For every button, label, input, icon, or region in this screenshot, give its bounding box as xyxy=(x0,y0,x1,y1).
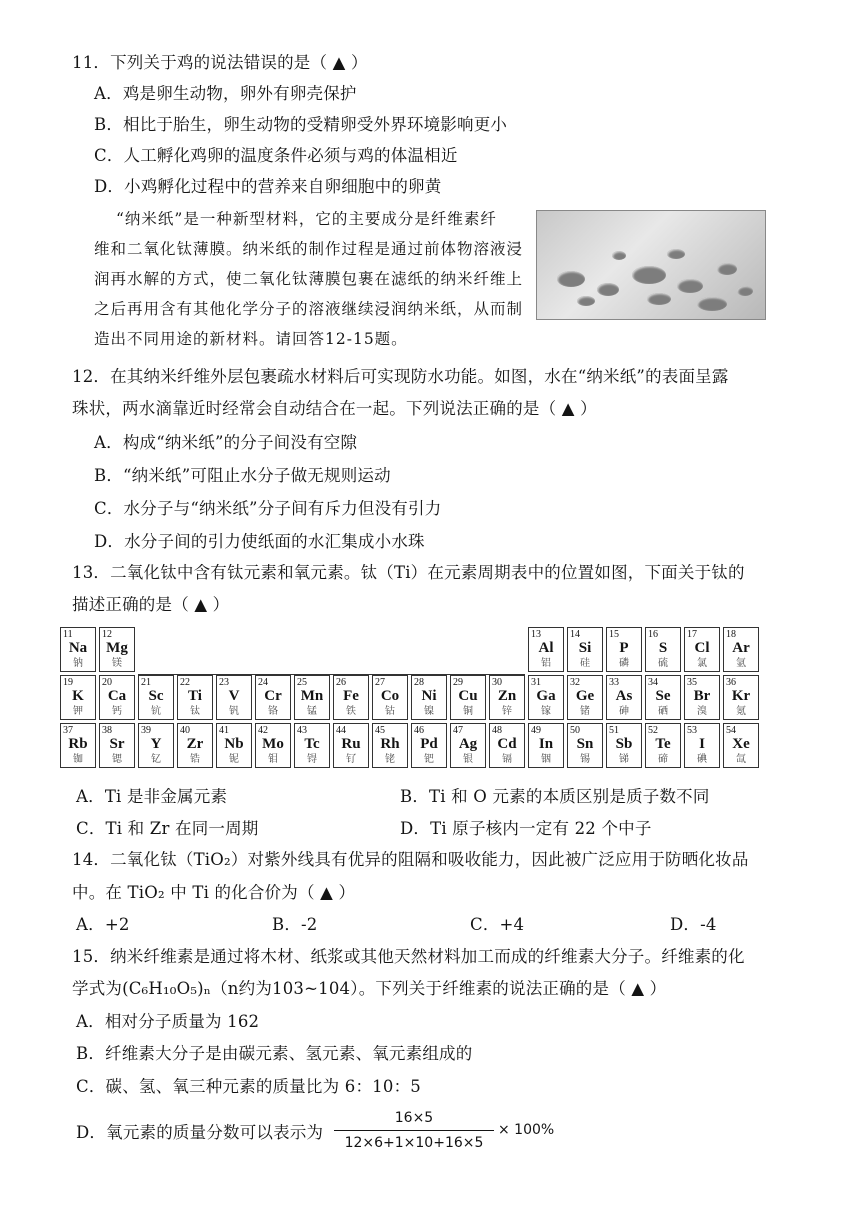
atomic-number: 36 xyxy=(726,677,736,688)
element-chinese-name: 铜 xyxy=(463,706,473,717)
q12-option-a: A．构成“纳米纸”的分子间没有空隙 xyxy=(94,433,358,452)
element-symbol: Ga xyxy=(536,688,556,704)
q13-option-b: B．Ti 和 O 元素的本质区别是质子数不同 xyxy=(400,787,710,806)
atomic-number: 24 xyxy=(258,677,268,688)
element-chinese-name: 钠 xyxy=(73,658,83,669)
element-symbol: Ni xyxy=(421,688,437,704)
element-cell-ni xyxy=(411,675,447,720)
element-symbol: Y xyxy=(150,736,162,752)
atomic-number: 41 xyxy=(219,725,229,736)
q15-option-c: C．碳、氢、氧三种元素的质量比为 6：10：5 xyxy=(76,1077,421,1096)
element-chinese-name: 氪 xyxy=(736,706,746,717)
element-symbol: Nb xyxy=(224,736,244,752)
atomic-number: 18 xyxy=(726,629,736,640)
element-cell-co xyxy=(372,675,408,720)
element-cell-te xyxy=(645,723,681,768)
q13-option-d: D．Ti 原子核内一定有 22 个中子 xyxy=(400,819,652,838)
passage-line: 维和二氧化钛薄膜。纳米纸的制作过程是通过前体物溶液浸 xyxy=(94,240,524,258)
element-symbol: Ar xyxy=(732,640,750,656)
q14-option-a: A．+2 xyxy=(76,915,130,934)
element-symbol: Sr xyxy=(109,736,125,752)
element-chinese-name: 镓 xyxy=(541,706,551,717)
element-cell-na xyxy=(60,627,96,672)
element-chinese-name: 铝 xyxy=(541,658,551,669)
element-chinese-name: 钾 xyxy=(73,706,83,717)
element-chinese-name: 氩 xyxy=(736,658,746,669)
element-cell-pd xyxy=(411,723,447,768)
periodic-table-excerpt xyxy=(60,627,764,772)
q15-option-b: B．纤维素大分子是由碳元素、氢元素、氧元素组成的 xyxy=(76,1044,473,1063)
atomic-number: 32 xyxy=(570,677,580,688)
q14-option-c: C．+4 xyxy=(470,915,525,934)
element-symbol: Br xyxy=(693,688,711,704)
element-chinese-name: 钙 xyxy=(112,706,122,717)
element-symbol: Sb xyxy=(615,736,633,752)
element-cell-ge xyxy=(567,675,603,720)
q11-option-b: B．相比于胎生，卵生动物的受精卵受外界环境影响更小 xyxy=(94,115,508,134)
atomic-number: 38 xyxy=(102,725,112,736)
atomic-number: 11 xyxy=(63,629,73,640)
fraction-numerator: 16×5 xyxy=(394,1110,434,1126)
atomic-number: 26 xyxy=(336,677,346,688)
element-symbol: Ru xyxy=(341,736,361,752)
element-chinese-name: 铁 xyxy=(346,706,356,717)
element-cell-sr xyxy=(99,723,135,768)
element-cell-br xyxy=(684,675,720,720)
element-cell-mg xyxy=(99,627,135,672)
atomic-number: 25 xyxy=(297,677,307,688)
q14-option-d: D．-4 xyxy=(670,915,717,934)
element-cell-s xyxy=(645,627,681,672)
element-chinese-name: 铑 xyxy=(385,754,395,765)
element-symbol: I xyxy=(699,736,705,752)
element-symbol: Ca xyxy=(107,688,127,704)
element-cell-ti xyxy=(177,675,213,720)
fraction-bar xyxy=(334,1130,494,1131)
element-chinese-name: 砷 xyxy=(619,706,629,717)
element-symbol: In xyxy=(538,736,554,752)
atomic-number: 12 xyxy=(102,629,112,640)
element-chinese-name: 钪 xyxy=(151,706,161,717)
element-chinese-name: 锶 xyxy=(112,754,122,765)
element-symbol: K xyxy=(72,688,84,704)
element-cell-cd xyxy=(489,723,525,768)
element-symbol: Ge xyxy=(575,688,595,704)
element-chinese-name: 磷 xyxy=(619,658,629,669)
element-chinese-name: 银 xyxy=(463,754,473,765)
atomic-number: 33 xyxy=(609,677,619,688)
element-cell-cu xyxy=(450,675,486,720)
fraction-denominator: 12×6+1×10+16×5 xyxy=(344,1135,484,1151)
atomic-number: 14 xyxy=(570,629,580,640)
element-cell-ar xyxy=(723,627,759,672)
element-cell-sn xyxy=(567,723,603,768)
oxygen-mass-fraction xyxy=(334,1108,494,1153)
atomic-number: 49 xyxy=(531,725,541,736)
atomic-number: 15 xyxy=(609,629,619,640)
element-cell-ca xyxy=(99,675,135,720)
element-chinese-name: 锌 xyxy=(502,706,512,717)
element-symbol: S xyxy=(658,640,668,656)
element-symbol: Xe xyxy=(732,736,750,752)
element-symbol: Kr xyxy=(731,688,751,704)
element-chinese-name: 镍 xyxy=(424,706,434,717)
atomic-number: 47 xyxy=(453,725,463,736)
element-chinese-name: 氙 xyxy=(736,754,746,765)
atomic-number: 28 xyxy=(414,677,424,688)
q15-stem-line-1: 15．纳米纤维素是通过将木材、纸浆或其他天然材料加工而成的纤维素大分子。纤维素的化 xyxy=(72,947,745,966)
atomic-number: 53 xyxy=(687,725,697,736)
atomic-number: 46 xyxy=(414,725,424,736)
water-droplets-photo xyxy=(536,210,766,320)
element-symbol: Cl xyxy=(694,640,710,656)
q11-option-d: D．小鸡孵化过程中的营养来自卵细胞中的卵黄 xyxy=(94,177,442,196)
element-cell-zn xyxy=(489,675,525,720)
element-symbol: As xyxy=(615,688,633,704)
atomic-number: 50 xyxy=(570,725,580,736)
element-cell-kr xyxy=(723,675,759,720)
atomic-number: 22 xyxy=(180,677,190,688)
atomic-number: 39 xyxy=(141,725,151,736)
element-chinese-name: 锗 xyxy=(580,706,590,717)
element-chinese-name: 铷 xyxy=(73,754,83,765)
element-cell-ru xyxy=(333,723,369,768)
atomic-number: 40 xyxy=(180,725,190,736)
element-symbol: Pd xyxy=(420,736,438,752)
element-cell-tc xyxy=(294,723,330,768)
element-chinese-name: 钴 xyxy=(385,706,395,717)
atomic-number: 21 xyxy=(141,677,151,688)
element-chinese-name: 镁 xyxy=(112,658,122,669)
element-cell-sc xyxy=(138,675,174,720)
element-symbol: Ag xyxy=(458,736,478,752)
passage-line: 润再水解的方式，使二氧化钛薄膜包裹在滤纸的纳米纤维上 xyxy=(94,270,524,288)
element-chinese-name: 铌 xyxy=(229,754,239,765)
q12-option-b: B．“纳米纸”可阻止水分子做无规则运动 xyxy=(94,466,391,485)
q15-stem-line-2: 学式为(C₆H₁₀O₅)ₙ（n约为103~104）。下列关于纤维素的说法正确的是（ ▲ ） xyxy=(72,979,667,998)
element-symbol: Zn xyxy=(497,688,517,704)
element-chinese-name: 氯 xyxy=(697,658,707,669)
q13-option-c: C．Ti 和 Zr 在同一周期 xyxy=(76,819,259,838)
atomic-number: 48 xyxy=(492,725,502,736)
q14-stem-line-1: 14．二氧化钛（TiO₂）对紫外线具有优异的阻隔和吸收能力，因此被广泛应用于防晒化妆品 xyxy=(72,850,749,869)
element-chinese-name: 钌 xyxy=(346,754,356,765)
element-cell-zr xyxy=(177,723,213,768)
q14-option-b: B．-2 xyxy=(272,915,318,934)
element-symbol: Tc xyxy=(304,736,320,752)
atomic-number: 13 xyxy=(531,629,541,640)
element-cell-mo xyxy=(255,723,291,768)
element-symbol: Si xyxy=(578,640,592,656)
element-cell-nb xyxy=(216,723,252,768)
element-symbol: Zr xyxy=(186,736,204,752)
atomic-number: 31 xyxy=(531,677,541,688)
element-symbol: Sn xyxy=(576,736,594,752)
element-symbol: Cd xyxy=(497,736,517,752)
element-chinese-name: 锡 xyxy=(580,754,590,765)
element-symbol: Cr xyxy=(264,688,282,704)
element-chinese-name: 钇 xyxy=(151,754,161,765)
atomic-number: 17 xyxy=(687,629,697,640)
element-symbol: Rb xyxy=(68,736,88,752)
atomic-number: 16 xyxy=(648,629,658,640)
atomic-number: 44 xyxy=(336,725,346,736)
passage-line: 造出不同用途的新材料。请回答12-15题。 xyxy=(94,330,408,348)
element-cell-mn xyxy=(294,675,330,720)
element-cell-rh xyxy=(372,723,408,768)
element-cell-fe xyxy=(333,675,369,720)
element-chinese-name: 硫 xyxy=(658,658,668,669)
element-symbol: Na xyxy=(68,640,88,656)
element-symbol: Rh xyxy=(380,736,400,752)
table-gap-line xyxy=(138,674,525,675)
q13-option-a: A．Ti 是非金属元素 xyxy=(76,787,228,806)
element-cell-as xyxy=(606,675,642,720)
q11-stem: 11．下列关于鸡的说法错误的是（ ▲ ） xyxy=(72,53,368,72)
q15-option-a: A．相对分子质量为 162 xyxy=(76,1012,260,1031)
atomic-number: 37 xyxy=(63,725,73,736)
passage-line: “纳米纸”是一种新型材料，它的主要成分是纤维素纤 xyxy=(116,210,497,228)
element-symbol: Se xyxy=(655,688,671,704)
element-cell-cr xyxy=(255,675,291,720)
atomic-number: 23 xyxy=(219,677,229,688)
q13-stem-line-2: 描述正确的是（ ▲ ） xyxy=(72,595,230,614)
atomic-number: 52 xyxy=(648,725,658,736)
element-symbol: Mn xyxy=(300,688,324,704)
element-chinese-name: 硅 xyxy=(580,658,590,669)
element-cell-xe xyxy=(723,723,759,768)
element-chinese-name: 钯 xyxy=(424,754,434,765)
element-chinese-name: 铬 xyxy=(268,706,278,717)
element-chinese-name: 碲 xyxy=(658,754,668,765)
element-chinese-name: 锑 xyxy=(619,754,629,765)
element-symbol: P xyxy=(619,640,629,656)
element-chinese-name: 钛 xyxy=(190,706,200,717)
element-chinese-name: 锆 xyxy=(190,754,200,765)
fraction-suffix: × 100% xyxy=(498,1122,555,1138)
element-symbol: Te xyxy=(655,736,671,752)
element-chinese-name: 溴 xyxy=(697,706,707,717)
element-chinese-name: 锝 xyxy=(307,754,317,765)
element-cell-al xyxy=(528,627,564,672)
atomic-number: 35 xyxy=(687,677,697,688)
atomic-number: 27 xyxy=(375,677,385,688)
atomic-number: 42 xyxy=(258,725,268,736)
element-cell-se xyxy=(645,675,681,720)
element-cell-rb xyxy=(60,723,96,768)
q11-option-c: C．人工孵化鸡卵的温度条件必须与鸡的体温相近 xyxy=(94,146,458,165)
element-cell-v xyxy=(216,675,252,720)
element-cell-i xyxy=(684,723,720,768)
element-chinese-name: 钒 xyxy=(229,706,239,717)
element-symbol: Cu xyxy=(458,688,478,704)
q15-option-d: D．氧元素的质量分数可以表示为 xyxy=(76,1123,324,1142)
atomic-number: 34 xyxy=(648,677,658,688)
atomic-number: 51 xyxy=(609,725,619,736)
nano-paper-passage xyxy=(94,204,534,354)
element-symbol: Sc xyxy=(148,688,164,704)
atomic-number: 43 xyxy=(297,725,307,736)
element-chinese-name: 碘 xyxy=(697,754,707,765)
element-symbol: V xyxy=(228,688,240,704)
element-chinese-name: 硒 xyxy=(658,706,668,717)
element-symbol: Mo xyxy=(262,736,284,752)
q12-stem-line-1: 12．在其纳米纤维外层包裹疏水材料后可实现防水功能。如图，水在“纳米纸”的表面呈露 xyxy=(72,367,729,386)
element-symbol: Mg xyxy=(106,640,128,656)
element-cell-in xyxy=(528,723,564,768)
q12-option-c: C．水分子与“纳米纸”分子间有斥力但没有引力 xyxy=(94,499,442,518)
q13-stem-line-1: 13．二氧化钛中含有钛元素和氧元素。钛（Ti）在元素周期表中的位置如图，下面关于钛的 xyxy=(72,563,745,582)
atomic-number: 30 xyxy=(492,677,502,688)
element-symbol: Al xyxy=(538,640,554,656)
element-cell-k xyxy=(60,675,96,720)
element-cell-p xyxy=(606,627,642,672)
q11-option-a: A．鸡是卵生动物，卵外有卵壳保护 xyxy=(94,84,357,103)
atomic-number: 19 xyxy=(63,677,73,688)
atomic-number: 29 xyxy=(453,677,463,688)
element-chinese-name: 锰 xyxy=(307,706,317,717)
atomic-number: 20 xyxy=(102,677,112,688)
element-chinese-name: 镉 xyxy=(502,754,512,765)
q12-option-d: D．水分子间的引力使纸面的水汇集成小水珠 xyxy=(94,532,425,551)
element-cell-cl xyxy=(684,627,720,672)
atomic-number: 45 xyxy=(375,725,385,736)
element-chinese-name: 钼 xyxy=(268,754,278,765)
element-cell-sb xyxy=(606,723,642,768)
element-symbol: Ti xyxy=(188,688,202,704)
element-chinese-name: 铟 xyxy=(541,754,551,765)
element-symbol: Fe xyxy=(343,688,359,704)
q12-stem-line-2: 珠状，两水滴靠近时经常会自动结合在一起。下列说法正确的是（ ▲ ） xyxy=(72,399,597,418)
passage-line: 之后再用含有其他化学分子的溶液继续浸润纳米纸，从而制 xyxy=(94,300,524,318)
atomic-number: 54 xyxy=(726,725,736,736)
element-cell-y xyxy=(138,723,174,768)
q14-stem-line-2: 中。在 TiO₂ 中 Ti 的化合价为（ ▲ ） xyxy=(72,883,356,902)
element-symbol: Co xyxy=(380,688,400,704)
element-cell-si xyxy=(567,627,603,672)
element-cell-ag xyxy=(450,723,486,768)
element-cell-ga xyxy=(528,675,564,720)
